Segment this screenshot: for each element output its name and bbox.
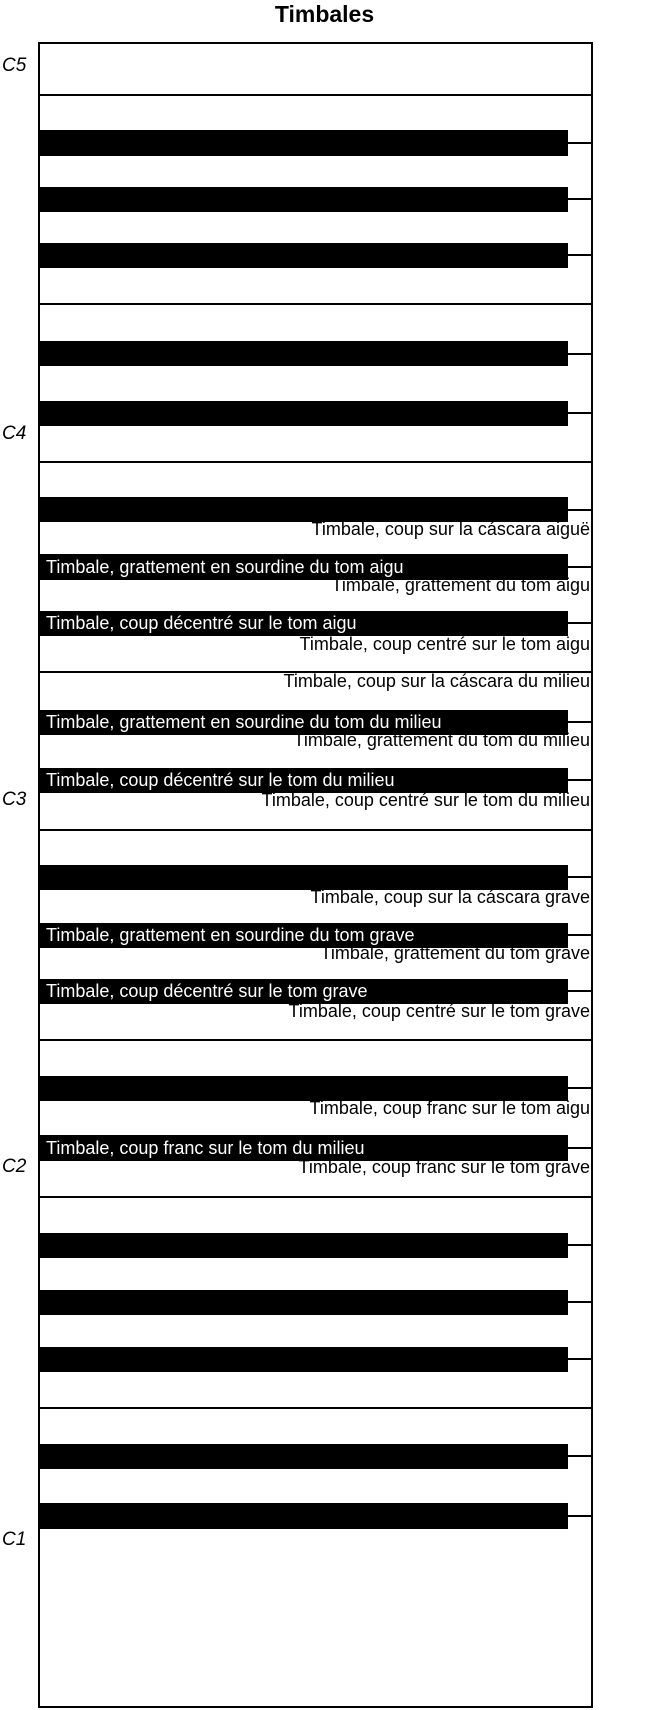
black-key[interactable] [38, 130, 568, 156]
white-key-label: Timbale, coup centré sur le tom aigu [299, 634, 590, 654]
white-key-separator [568, 142, 593, 144]
white-key-separator [568, 1455, 593, 1457]
white-key-separator [568, 566, 593, 568]
diagram-title: Timbales [274, 1, 375, 27]
black-key-label: Timbale, grattement en sourdine du tom grave [46, 925, 415, 945]
white-key-separator [568, 1515, 593, 1517]
octave-label-c2: C2 [2, 1156, 27, 1177]
white-key-separator [568, 1244, 593, 1246]
black-key[interactable] [38, 1233, 568, 1258]
white-key-label: Timbale, coup franc sur le tom aigu [309, 1098, 590, 1118]
white-key-separator [568, 1087, 593, 1089]
white-key-label: Timbale, grattement du tom du milieu [293, 730, 590, 750]
white-key-separator [568, 876, 593, 878]
white-key-separator [568, 254, 593, 256]
octave-label-c1: C1 [2, 1529, 27, 1550]
black-key-label: Timbale, coup décentré sur le tom grave [46, 981, 368, 1001]
black-key[interactable] [38, 243, 568, 268]
black-key[interactable] [38, 187, 568, 212]
white-key-separator [568, 1147, 593, 1149]
black-key[interactable] [38, 1347, 568, 1372]
white-key-separator [568, 934, 593, 936]
black-key-label: Timbale, coup décentré sur le tom du milieu [46, 770, 395, 790]
white-key-label: Timbale, coup centré sur le tom grave [288, 1001, 590, 1021]
white-key-label: Timbale, grattement du tom aigu [331, 575, 590, 595]
white-key-label: Timbale, coup sur la cáscara du milieu [283, 671, 590, 691]
white-key-separator [38, 303, 593, 305]
octave-label-c5: C5 [2, 55, 27, 76]
black-key[interactable] [38, 1444, 568, 1469]
white-key-separator [38, 94, 593, 96]
black-key[interactable] [38, 341, 568, 366]
octave-label-c3: C3 [2, 789, 27, 810]
black-key-label: Timbale, coup franc sur le tom du milieu [46, 1137, 365, 1158]
white-key-separator [568, 622, 593, 624]
white-key-label: Timbale, coup centré sur le tom du milieu [261, 790, 590, 810]
white-key-separator [568, 779, 593, 781]
black-key[interactable] [38, 401, 568, 426]
white-key-separator [568, 721, 593, 723]
white-key-separator [568, 353, 593, 355]
white-key-separator [568, 1301, 593, 1303]
white-key-separator [568, 198, 593, 200]
white-key-separator [38, 829, 593, 831]
white-key-separator [38, 1407, 593, 1409]
black-key[interactable] [38, 1290, 568, 1315]
black-key-label: Timbale, grattement en sourdine du tom du milieu [46, 712, 442, 732]
white-key-label: Timbale, coup sur la cáscara grave [310, 887, 590, 907]
black-key-label: Timbale, grattement en sourdine du tom aigu [46, 556, 404, 577]
octave-label-c4: C4 [2, 423, 27, 444]
white-key-separator [38, 1039, 593, 1041]
white-key-label: Timbale, coup franc sur le tom grave [298, 1157, 590, 1177]
white-key-separator [38, 1196, 593, 1198]
black-key[interactable] [38, 1503, 568, 1529]
black-key-label: Timbale, coup décentré sur le tom aigu [46, 613, 357, 633]
white-key-separator [568, 509, 593, 511]
white-key-label: Timbale, grattement du tom grave [320, 943, 590, 963]
white-key-separator [38, 461, 593, 463]
white-key-separator [568, 990, 593, 992]
white-key-separator [568, 412, 593, 414]
white-key-separator [568, 1358, 593, 1360]
white-key-label: Timbale, coup sur la cáscara aiguë [311, 519, 590, 539]
